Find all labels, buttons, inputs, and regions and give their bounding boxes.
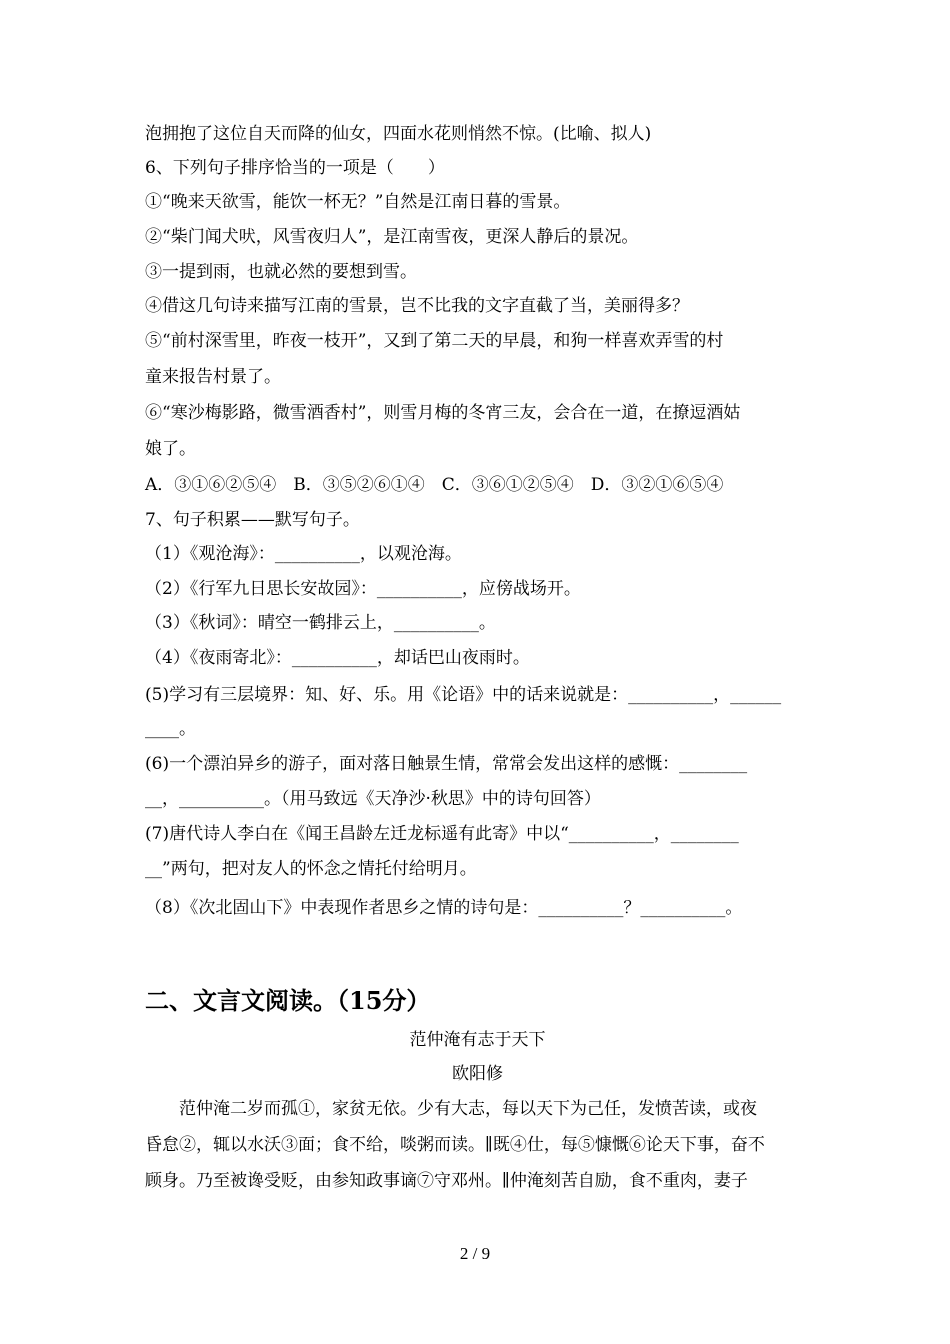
q7-item-1: （1）《观沧海》：__________，以观沧海。 (145, 544, 462, 564)
q7-item-4: （4）《夜雨寄北》：__________，却话巴山夜雨时。 (145, 648, 530, 668)
q7-item-3: （3）《秋词》：晴空一鹤排云上，__________。 (145, 613, 496, 633)
q7-item-5-cont: ____。 (145, 719, 196, 739)
question-6-prompt: 6、下列句子排序恰当的一项是（ ） (145, 158, 445, 178)
passage-line: 范仲淹二岁而孤①，家贫无依。少有大志，每以天下为己任，发愤苦读，或夜 (179, 1099, 757, 1119)
question-7-prompt: 7、句子积累——默写句子。 (145, 510, 360, 530)
sentence-5: ⑤“前村深雪里，昨夜一枝开”，又到了第二天的早晨，和狗一样喜欢弄雪的村 (145, 331, 724, 351)
answer-options: A．③①⑥②⑤④ B．③⑤②⑥①④ C．③⑥①②⑤④ D．③②①⑥⑤④ (145, 475, 724, 495)
q7-item-8: （8）《次北固山下》中表现作者思乡之情的诗句是：__________？__________。 (145, 898, 743, 918)
section-heading: 二、文言文阅读。（15分） (145, 986, 431, 1015)
sentence-6-cont: 娘了。 (145, 439, 196, 459)
text-line: 泡拥抱了这位自天而降的仙女，四面水花则悄然不惊。(比喻、拟人) (145, 124, 652, 144)
sentence-2: ②“柴门闻犬吠，风雪夜归人”，是江南雪夜，更深人静后的景况。 (145, 227, 639, 247)
sentence-4: ④借这几句诗来描写江南的雪景，岂不比我的文字直截了当，美丽得多？ (145, 296, 689, 316)
q7-item-6: (6)一个漂泊异乡的游子，面对落日触景生情，常常会发出这样的感慨：________ (145, 754, 748, 774)
q7-item-6-cont: __，__________。（用马致远《天净沙·秋思》中的诗句回答） (145, 789, 601, 809)
passage-author: 欧阳修 (452, 1064, 503, 1084)
passage-line: 顾身。乃至被谗受贬，由参知政事谪⑦守邓州。∥仲淹刻苦自励，食不重肉，妻子 (145, 1171, 748, 1191)
sentence-6: ⑥“寒沙梅影路，微雪酒香村”，则雪月梅的冬宵三友，会合在一道，在撩逗酒姑 (145, 403, 741, 423)
page-number: 2 / 9 (459, 1244, 491, 1263)
passage-line: 昏怠②，辄以水沃③面；食不给，啖粥而读。∥既④仕，每⑤慷慨⑥论天下事，奋不 (145, 1135, 765, 1155)
sentence-1: ①“晚来天欲雪，能饮一杯无？”自然是江南日暮的雪景。 (145, 192, 571, 212)
q7-item-2: （2）《行军九日思长安故园》：__________，应傍战场开。 (145, 579, 581, 599)
q7-item-5: (5)学习有三层境界：知、好、乐。用《论语》中的话来说就是：__________，______ (145, 685, 782, 705)
passage-title: 范仲淹有志于天下 (409, 1030, 546, 1050)
sentence-5-cont: 童来报告村景了。 (145, 367, 281, 387)
q7-item-7: (7)唐代诗人李白在《闻王昌龄左迁龙标遥有此寄》中以“__________，________ (145, 824, 739, 844)
q7-item-7-cont: __”两句，把对友人的怀念之情托付给明月。 (145, 859, 477, 879)
sentence-3: ③一提到雨，也就必然的要想到雪。 (145, 262, 417, 282)
